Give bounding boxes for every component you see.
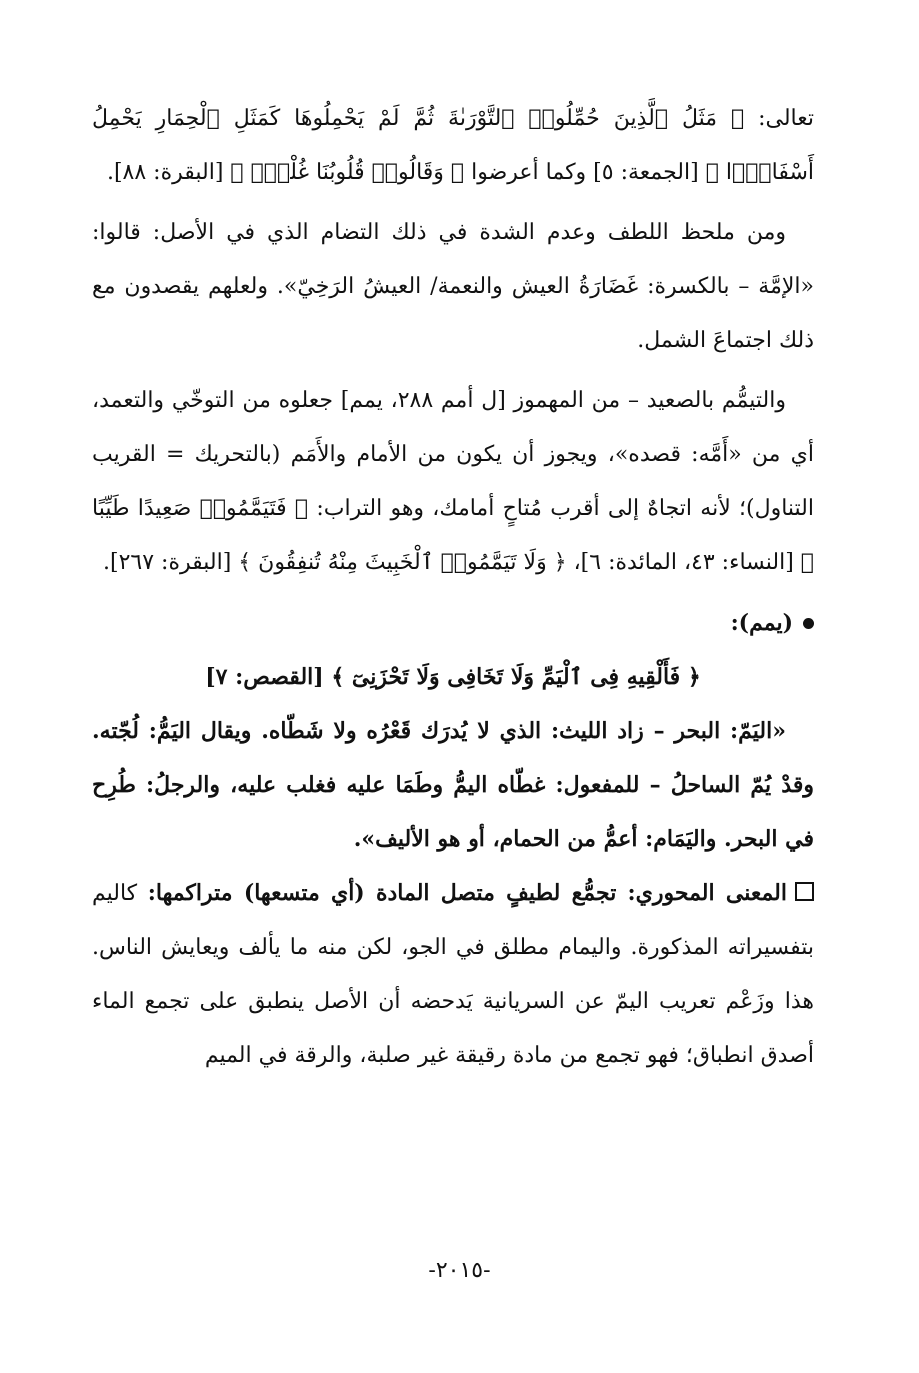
paragraph-3: والتيمُّم بالصعيد – من المهموز [ل أمم ٢٨٨، يمم] جعلوه من التوخّي والتعمد، أي من «أَمَّه: قصده»، ويجوز أن يكون من الأمام والأَمَم (بالتحريك = القريب التناول)؛ لأنه اتجاهٌ إلى أقرب مُتاحٍ أمامك، وهو التراب: ﴿ فَتَيَمَّمُوا۟ صَعِيدًا طَيِّبًا ﴾ [النساء: ٤٣، المائدة: ٦]، ﴿ وَلَا تَيَمَّمُوا۟ ٱلْخَبِيثَ مِنْهُ تُنفِقُونَ ﴾ [البقرة: ٢٦٧]. [92, 388, 814, 575]
square-box-icon [795, 882, 814, 901]
paragraph-2: ومن ملحظ اللطف وعدم الشدة في ذلك التضام الذي في الأصل: قالوا: «الإمَّة – بالكسرة: غَضَارَةُ العيش والنعمة/ العيشُ الرَخِيّ». ولعلهم يقصدون مع ذلك اجتماعَ الشمل. [92, 220, 814, 353]
paragraph-1: تعالى: ﴿ مَثَلُ ٱلَّذِينَ حُمِّلُوا۟ ٱلتَّوْرَىٰةَ ثُمَّ لَمْ يَحْمِلُوهَا كَمَثَلِ ٱلْحِمَارِ يَحْمِلُ أَسْفَارًۢا ﴾ [الجمعة: ٥] وكما أعرضوا ﴿ وَقَالُوا۟ قُلُوبُنَا غُلْفٌۢ ﴾ [البقرة: ٨٨]. [92, 106, 814, 185]
entry-heading-text: (يمم): [730, 610, 793, 636]
core-meaning-text: كاليم بتفسيراته المذكورة. واليمام مطلق في الجو، لكن منه ما يألف ويعايش الناس. هذا وزَعْم تعريب اليمّ عن السريانية يَدحضه أن الأصل ينطبق على تجمع الماء أصدق انطباق؛ فهو تجمع من مادة رقيقة غير صلبة، والرقة في الميم [92, 881, 814, 1068]
page-body [92, 92, 814, 1083]
lexicon-quote: «اليَمّ: البحر – زاد الليث: الذي لا يُدرَك قَعْرُه ولا شَطّاه. ويقال اليَمُّ: لُجّته. وقدْ يُمّ الساحلُ – للمفعول: غطّاه اليمُّ وطَمَا عليه فغلب عليه، والرجلُ: طُرِح في البحر. واليَمَام: أعمُّ من الحمام، أو هو الأليف». [92, 718, 814, 852]
page-number: -٢٠١٥- [428, 1258, 491, 1283]
bullet-icon [803, 618, 814, 629]
core-meaning-heading: المعنى المحوري: تجمُّع لطيفٍ متصل المادة (أي متسعها) متراكمها: [147, 880, 787, 906]
core-meaning-paragraph [92, 866, 814, 1083]
entry-heading [92, 596, 814, 650]
quran-verse: ﴿ فَأَلْقِيهِ فِى ٱلْيَمِّ وَلَا تَخَافِى وَلَا تَحْزَنِىٓ ﴾ [القصص: ٧] [205, 664, 701, 690]
